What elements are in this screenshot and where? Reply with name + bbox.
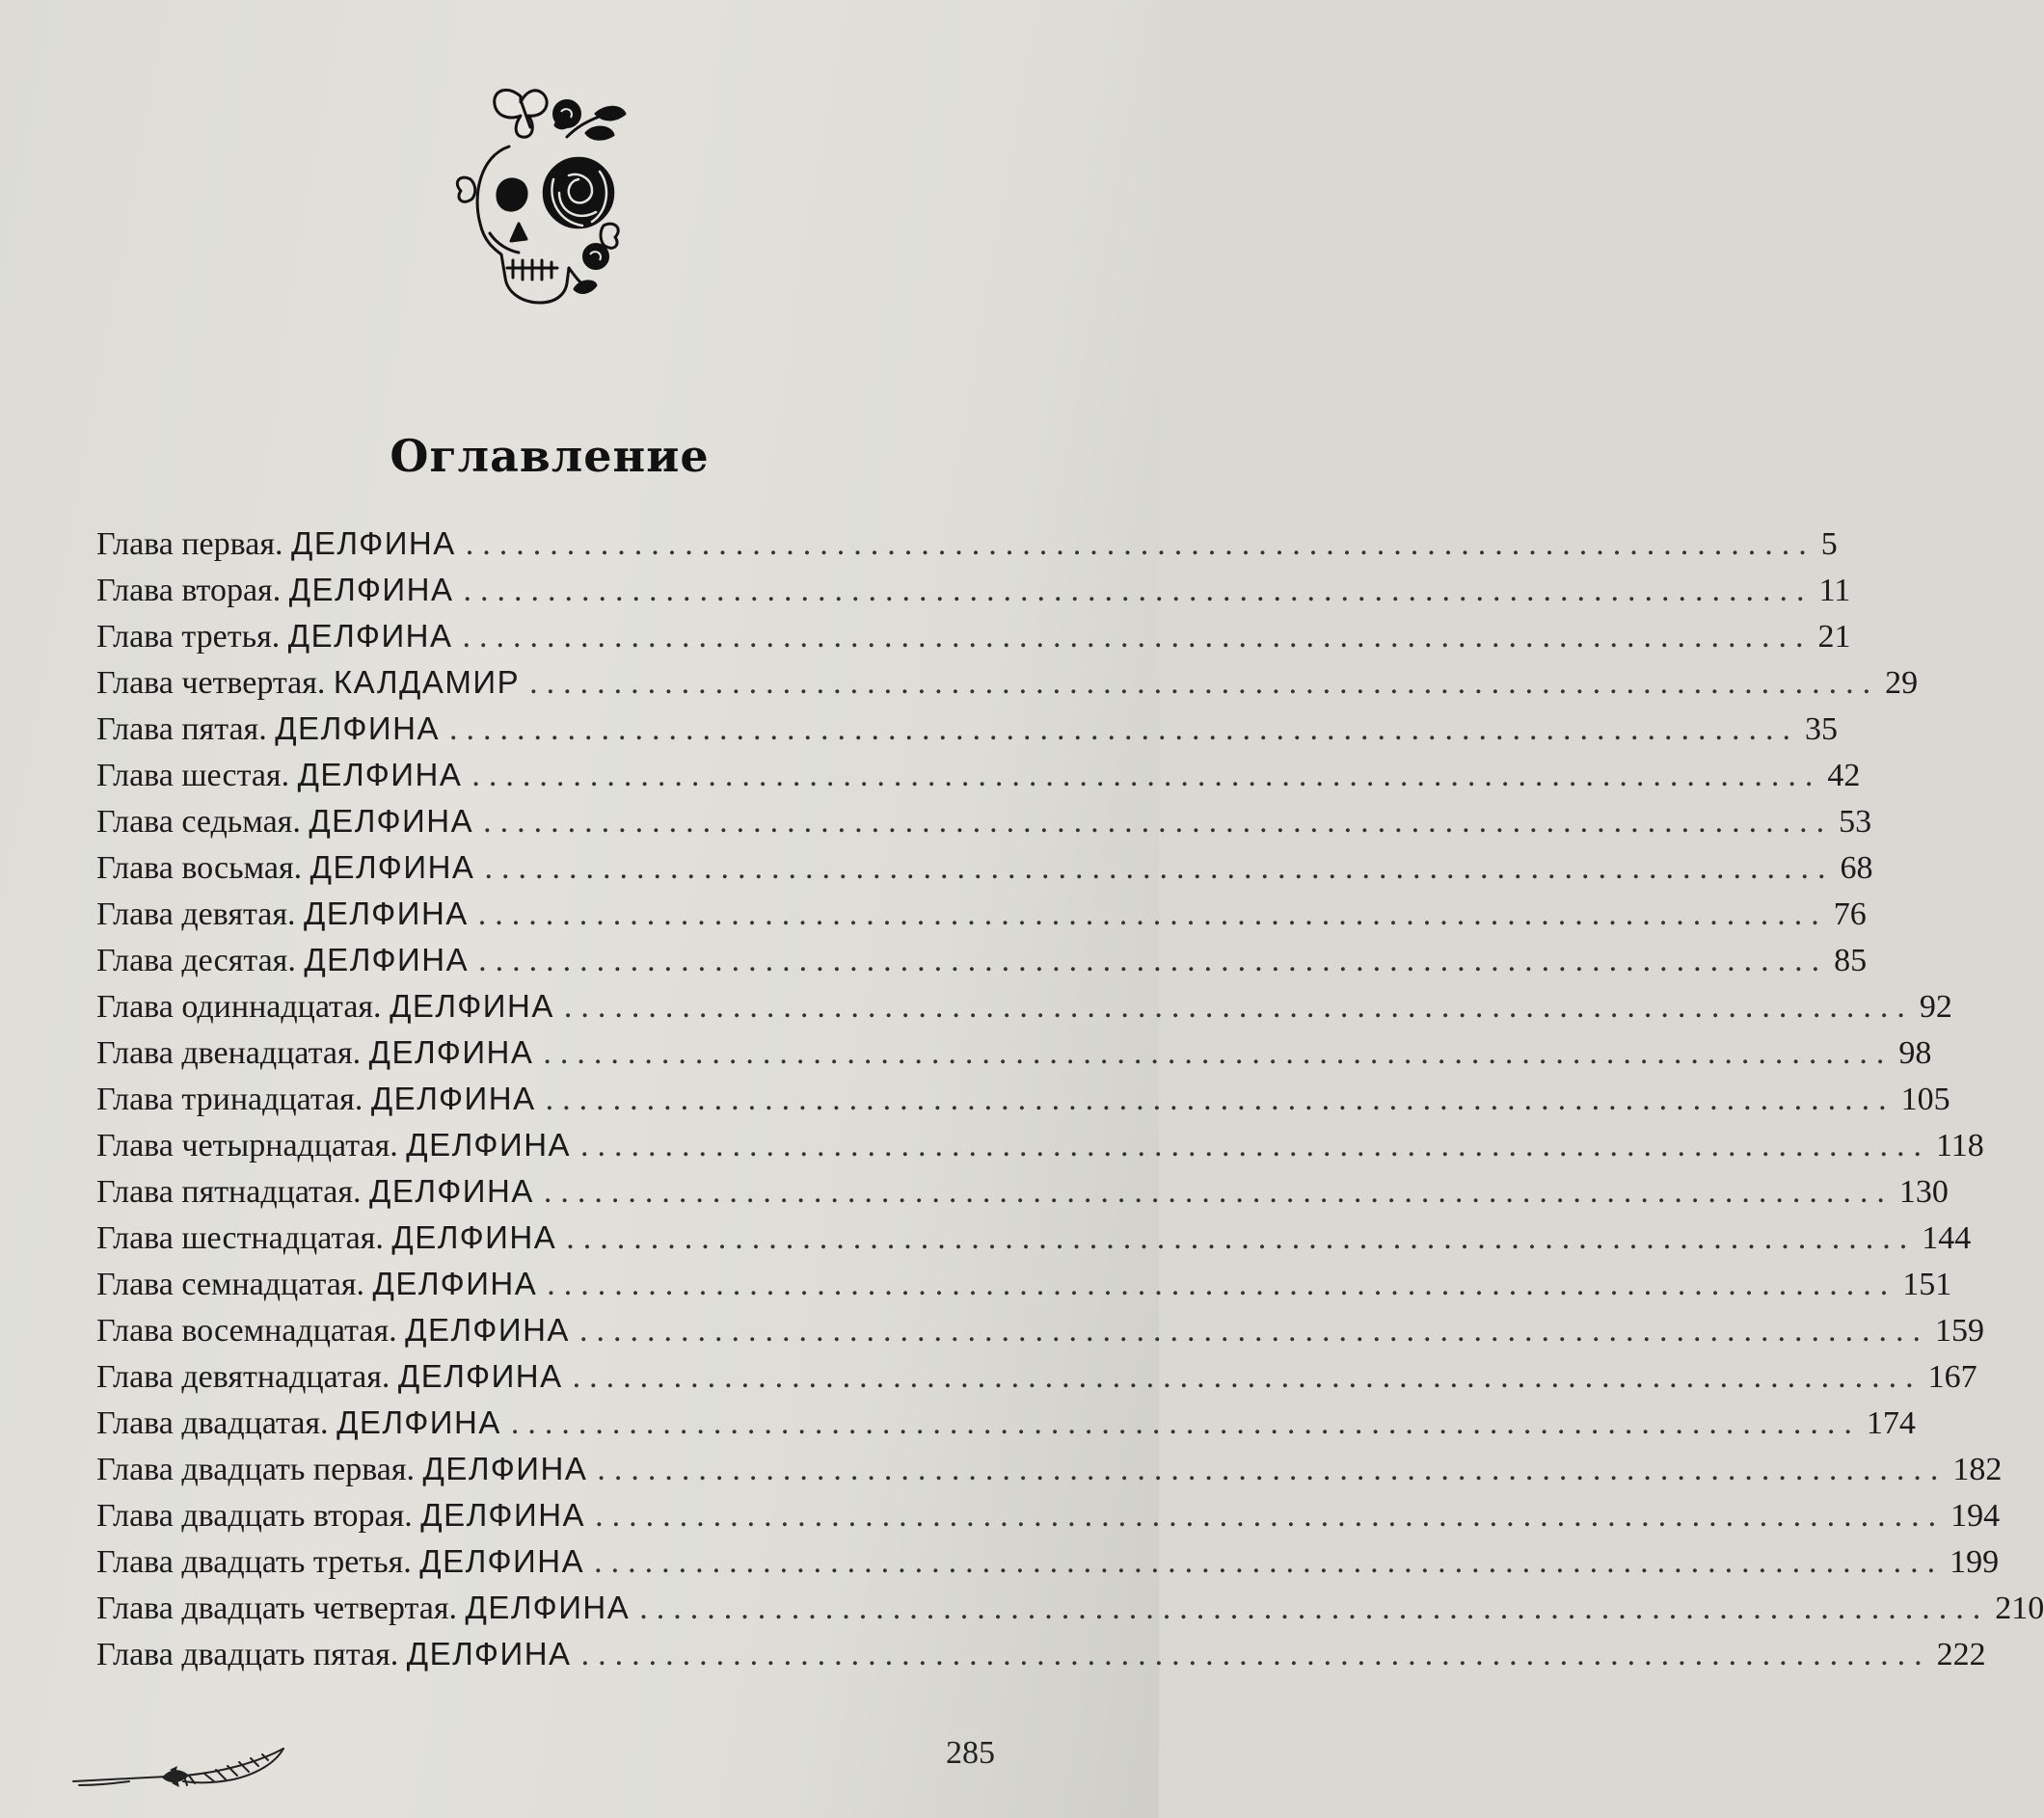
- toc-leader-dots: ................................................................................: [462, 619, 1813, 655]
- toc-entry-page: 194: [1950, 1498, 2001, 1534]
- toc-entry: [96, 1353, 1977, 1400]
- toc-entry-title: [96, 1029, 533, 1077]
- toc-entry-title: [96, 752, 462, 799]
- toc-entry-title: [96, 1215, 556, 1262]
- toc-entry-page: 151: [1902, 1267, 1952, 1302]
- toc-entry-narrator: ДЕЛФИНА: [336, 1404, 501, 1440]
- toc-entry-chapter: Глава двадцать вторая.: [96, 1498, 413, 1534]
- toc-entry-page: 98: [1898, 1035, 1932, 1071]
- toc-entry: [96, 567, 1851, 613]
- toc-entry-chapter: Глава двадцать четвертая.: [96, 1591, 457, 1626]
- toc-entry-narrator: ДЕЛФИНА: [391, 1219, 557, 1255]
- toc-entry-page: 11: [1818, 573, 1851, 608]
- toc-entry-page: 159: [1934, 1313, 1984, 1349]
- toc-entry-narrator: ДЕЛФИНА: [297, 757, 463, 792]
- toc-entry: [96, 937, 1868, 983]
- toc-entry-title: [96, 844, 474, 892]
- toc-entry-chapter: Глава тринадцатая.: [96, 1082, 363, 1117]
- toc-entry-title: [96, 1076, 536, 1123]
- toc-entry-page: 85: [1834, 943, 1868, 978]
- toc-entry-chapter: Глава первая.: [96, 526, 283, 562]
- toc-entry-title: [96, 937, 469, 984]
- toc-entry-page: 210: [1995, 1591, 2044, 1626]
- toc-leader-dots: ................................................................................: [478, 943, 1829, 978]
- toc-entry-title: [96, 1585, 630, 1632]
- toc-entry-narrator: ДЕЛФИНА: [290, 525, 456, 561]
- toc-entry-narrator: ДЕЛФИНА: [288, 572, 454, 607]
- toc-leader-dots: ................................................................................: [545, 1082, 1896, 1117]
- toc-entry-narrator: ДЕЛФИНА: [390, 988, 554, 1024]
- toc-entry-page: 144: [1922, 1220, 1972, 1256]
- toc-entry-narrator: ДЕЛФИНА: [422, 1451, 588, 1486]
- toc-entry-chapter: Глава двадцать третья.: [96, 1544, 412, 1580]
- toc-entry-chapter: Глава двадцать первая.: [96, 1452, 416, 1487]
- toc-entry: [96, 983, 1952, 1029]
- toc-leader-dots: ................................................................................: [563, 989, 1914, 1025]
- toc-leader-dots: ................................................................................: [639, 1591, 1990, 1626]
- toc-entry-narrator: ДЕЛФИНА: [370, 1081, 536, 1116]
- toc-leader-dots: ................................................................................: [578, 1313, 1929, 1349]
- toc-entry-chapter: Глава семнадцатая.: [96, 1267, 364, 1302]
- toc-entry-chapter: Глава восьмая.: [96, 850, 303, 886]
- toc-entry-narrator: ДЕЛФИНА: [287, 618, 453, 654]
- toc-leader-dots: ................................................................................: [463, 573, 1814, 608]
- toc-leader-dots: ................................................................................: [477, 896, 1828, 932]
- toc-entry: [96, 706, 1838, 752]
- toc-entry: [96, 1261, 1952, 1307]
- toc-entry: [96, 1215, 1972, 1261]
- toc-entry-chapter: Глава двадцатая.: [96, 1405, 329, 1441]
- toc-entry-chapter: Глава десятая.: [96, 943, 296, 978]
- toc-entry-page: 21: [1817, 619, 1851, 655]
- toc-entry: [96, 1631, 1986, 1677]
- toc-leader-dots: ................................................................................: [543, 1035, 1894, 1071]
- toc-entry-narrator: ДЕЛФИНА: [405, 1312, 570, 1348]
- toc-entry-chapter: Глава девятая.: [96, 896, 296, 932]
- toc-entry-chapter: Глава шестая.: [96, 758, 290, 793]
- toc-leader-dots: ................................................................................: [510, 1405, 1861, 1441]
- toc-entry-title: [96, 567, 454, 614]
- toc-leader-dots: ................................................................................: [465, 526, 1815, 562]
- toc-entry-narrator: ДЕЛФИНА: [368, 1034, 534, 1070]
- toc-leader-dots: ................................................................................: [543, 1174, 1894, 1210]
- page-number: 285: [946, 1735, 995, 1771]
- toc-entry-title: [96, 659, 520, 707]
- toc-entry-page: 29: [1885, 665, 1919, 701]
- toc-entry-page: 53: [1839, 804, 1872, 840]
- toc-entry-page: 167: [1927, 1359, 1977, 1395]
- toc-entry-narrator: ДЕЛФИНА: [420, 1497, 586, 1533]
- toc-entry: [96, 1446, 2003, 1492]
- toc-entry-title: [96, 1353, 563, 1401]
- toc-list: [96, 521, 2044, 1677]
- toc-entry-title: [96, 1538, 584, 1586]
- toc-entry-narrator: ДЕЛФИНА: [309, 803, 474, 839]
- toc-entry-chapter: Глава пятнадцатая.: [96, 1174, 362, 1210]
- toc-entry-title: [96, 1122, 571, 1169]
- toc-entry: [96, 1585, 2044, 1631]
- toc-leader-dots: ................................................................................: [471, 758, 1822, 793]
- toc-entry-chapter: Глава седьмая.: [96, 804, 301, 840]
- toc-entry-page: 199: [1950, 1544, 2000, 1580]
- toc-entry-page: 118: [1936, 1128, 1984, 1163]
- toc-entry-chapter: Глава четвертая.: [96, 665, 326, 701]
- toc-entry-title: [96, 613, 453, 660]
- toc-entry-title: [96, 1492, 585, 1539]
- toc-entry: [96, 1307, 1984, 1353]
- toc-entry-page: 42: [1827, 758, 1861, 793]
- toc-entry: [96, 1168, 1949, 1215]
- toc-entry: [96, 1122, 1984, 1168]
- toc-entry: [96, 798, 1872, 844]
- toc-entry-page: 222: [1936, 1637, 1986, 1672]
- toc-entry-title: [96, 1400, 501, 1447]
- toc-entry-narrator: ДЕЛФИНА: [304, 942, 470, 977]
- toc-entry-narrator: ДЕЛФИНА: [419, 1543, 585, 1579]
- toc-leader-dots: ................................................................................: [529, 665, 1880, 701]
- toc-entry-page: 130: [1898, 1174, 1949, 1210]
- toc-entry: [96, 1076, 1950, 1122]
- toc-entry-title: [96, 1631, 572, 1678]
- toc-entry-narrator: ДЕЛФИНА: [369, 1173, 534, 1209]
- toc-entry-title: [96, 798, 473, 845]
- toc-entry-page: 35: [1805, 711, 1838, 747]
- feather-ornament-icon: [69, 1741, 291, 1795]
- toc-title: Оглавление: [390, 430, 710, 482]
- toc-entry-narrator: ДЕЛФИНА: [309, 849, 475, 885]
- toc-leader-dots: ................................................................................: [572, 1359, 1923, 1395]
- toc-entry-page: 174: [1866, 1405, 1916, 1441]
- toc-entry-narrator: ДЕЛФИНА: [465, 1590, 631, 1625]
- toc-entry: [96, 1400, 1916, 1446]
- toc-entry-narrator: ДЕЛФИНА: [372, 1266, 538, 1301]
- toc-leader-dots: ................................................................................: [566, 1220, 1917, 1256]
- toc-entry: [96, 752, 1861, 798]
- toc-entry: [96, 891, 1867, 937]
- toc-entry-page: 68: [1840, 850, 1873, 886]
- toc-entry-chapter: Глава двадцать пятая.: [96, 1637, 399, 1672]
- toc-leader-dots: ................................................................................: [597, 1452, 1948, 1487]
- toc-leader-dots: ................................................................................: [449, 711, 1799, 747]
- toc-entry-narrator: ДЕЛФИНА: [397, 1358, 563, 1394]
- toc-entry: [96, 1538, 2000, 1585]
- toc-entry: [96, 659, 1919, 706]
- toc-entry: [96, 844, 1873, 891]
- toc-entry-chapter: Глава четырнадцатая.: [96, 1128, 398, 1163]
- toc-leader-dots: ................................................................................: [580, 1128, 1931, 1163]
- toc-entry-page: 92: [1919, 989, 1952, 1025]
- toc-entry-page: 182: [1952, 1452, 2003, 1487]
- toc-entry-title: [96, 521, 456, 568]
- toc-entry-narrator: КАЛДАМИР: [333, 664, 521, 700]
- toc-entry-page: 5: [1820, 526, 1838, 562]
- toc-entry: [96, 1492, 2001, 1538]
- toc-leader-dots: ................................................................................: [483, 804, 1834, 840]
- toc-entry-chapter: Глава вторая.: [96, 573, 282, 608]
- toc-entry-narrator: ДЕЛФИНА: [304, 896, 469, 931]
- toc-entry-narrator: ДЕЛФИНА: [406, 1636, 572, 1671]
- toc-leader-dots: ................................................................................: [547, 1267, 1897, 1302]
- toc-entry-page: 76: [1833, 896, 1867, 932]
- toc-entry: [96, 1029, 1932, 1076]
- toc-entry-title: [96, 891, 469, 938]
- toc-entry-page: 105: [1900, 1082, 1950, 1117]
- toc-entry-chapter: Глава шестнадцатая.: [96, 1220, 384, 1256]
- toc-entry-title: [96, 1261, 537, 1308]
- toc-entry-title: [96, 706, 440, 753]
- toc-entry-title: [96, 1168, 534, 1216]
- toc-leader-dots: ................................................................................: [484, 850, 1835, 886]
- toc-entry-chapter: Глава одиннадцатая.: [96, 989, 382, 1025]
- toc-entry-chapter: Глава третья.: [96, 619, 281, 655]
- toc-entry: [96, 521, 1838, 567]
- toc-entry-chapter: Глава восемнадцатая.: [96, 1313, 397, 1349]
- toc-entry-title: [96, 1307, 570, 1354]
- toc-leader-dots: ................................................................................: [595, 1498, 1946, 1534]
- toc-entry-chapter: Глава пятая.: [96, 711, 267, 747]
- toc-entry-chapter: Глава девятнадцатая.: [96, 1359, 390, 1395]
- toc-entry-narrator: ДЕЛФИНА: [406, 1127, 572, 1163]
- toc-leader-dots: ................................................................................: [594, 1544, 1945, 1580]
- toc-entry: [96, 613, 1851, 659]
- toc-entry-title: [96, 983, 554, 1030]
- toc-entry-chapter: Глава двенадцатая.: [96, 1035, 362, 1071]
- toc-entry-title: [96, 1446, 587, 1493]
- skull-rose-emblem-icon: [451, 79, 634, 310]
- toc-entry-narrator: ДЕЛФИНА: [275, 710, 440, 746]
- toc-leader-dots: ................................................................................: [580, 1637, 1931, 1672]
